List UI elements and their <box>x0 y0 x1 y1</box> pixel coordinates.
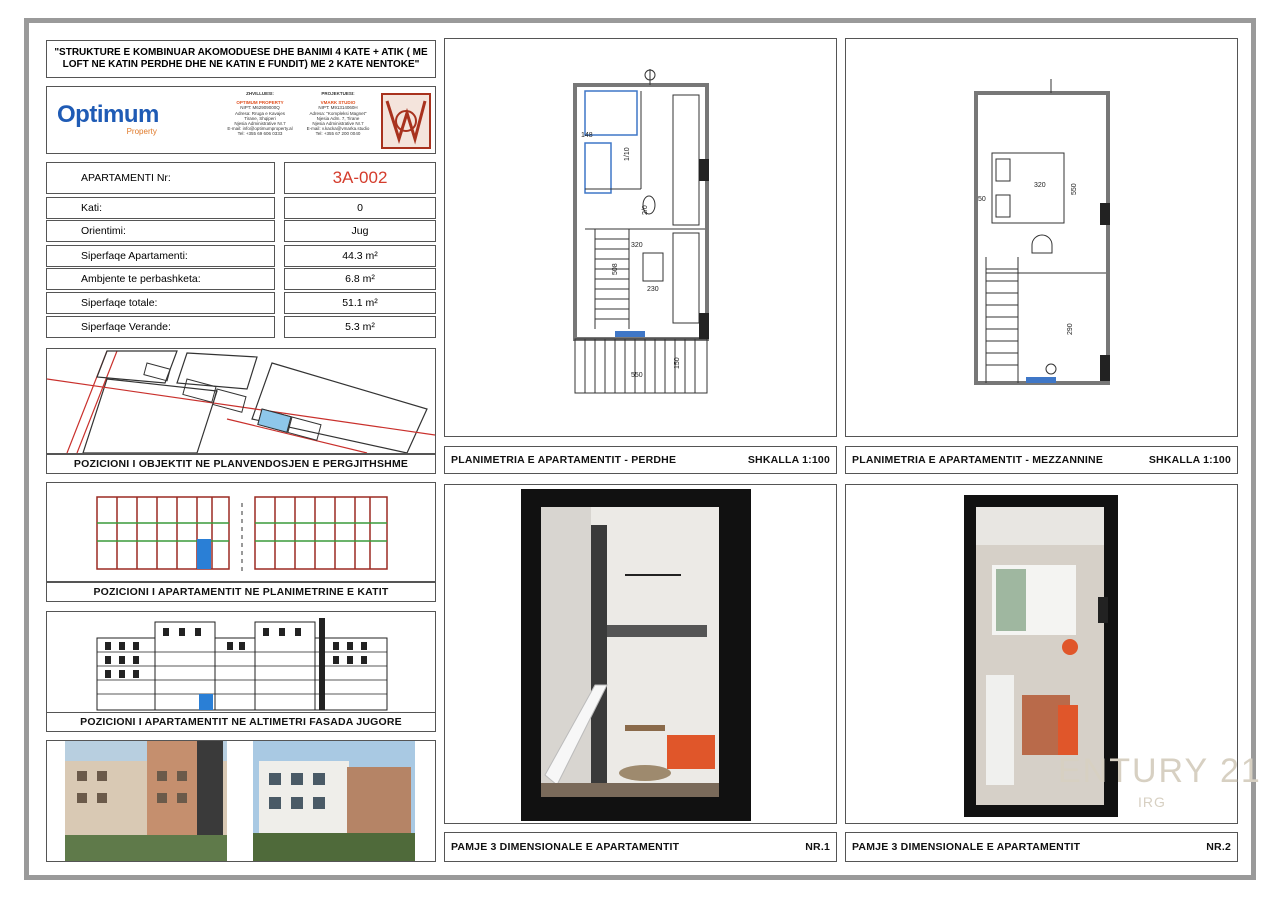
svg-text:320: 320 <box>631 242 643 249</box>
facade-drawing <box>46 611 436 713</box>
view2-caption <box>845 832 1238 862</box>
apartment-number: 3A-002 <box>284 162 436 194</box>
site-plan-drawing <box>46 348 436 454</box>
info-row <box>46 245 436 267</box>
svg-text:508: 508 <box>612 263 619 275</box>
plan2-title: PLANIMETRIA E APARTAMENTIT - MEZZANNINE <box>852 454 1104 466</box>
facade-caption: POZICIONI I APARTAMENTIT NE ALTIMETRI FASADA JUGORE <box>46 712 436 732</box>
view2-number: NR.2 <box>1206 841 1231 853</box>
floor-caption: POZICIONI I APARTAMENTIT NE PLANIMETRINE E KATIT <box>46 582 436 602</box>
info-row <box>46 316 436 338</box>
svg-text:150: 150 <box>674 357 681 369</box>
render-view-1 <box>444 484 837 824</box>
watermark-sub: IRG <box>1138 794 1166 810</box>
designer-info: PROJEKTUESI: VMARK STUDIO NIPT: M91314060H Adresa: "Kompleksi Magnet" Njesia Adm. 7, Tirane Njesia Administrative Nr.7 E-mail: v.kacka@vmarka.studio Tel: +355 67 200 0040 <box>306 91 370 137</box>
building-renders <box>46 740 436 862</box>
info-value: 44.3 m² <box>284 245 436 267</box>
info-label: Orientimi: <box>46 220 275 242</box>
info-label: APARTAMENTI Nr: <box>46 162 275 194</box>
info-row <box>46 268 436 290</box>
ground-floor-plan <box>444 38 837 437</box>
info-label: Siperfaqe Apartamenti: <box>46 245 275 267</box>
svg-text:320: 320 <box>1034 182 1046 189</box>
plan1-caption <box>444 446 837 474</box>
developer-info: ZHVILLUESI: OPTIMUM PROPERTY NIPT: M62909000Q Adresa: Rruga e Kavajes Tirane, Shqiperi Njesia Administrative Nr.7 E-mail: info@optimumproperty.al Tel: +355 69 606 0333 <box>227 91 293 137</box>
info-value: 6.8 m² <box>284 268 436 290</box>
svg-text:50: 50 <box>978 196 986 203</box>
mezzanine-plan <box>845 38 1238 437</box>
info-row <box>46 220 436 242</box>
svg-text:290: 290 <box>1067 323 1074 335</box>
info-value: 5.3 m² <box>284 316 436 338</box>
svg-text:550: 550 <box>631 372 643 379</box>
plan2-caption <box>845 446 1238 474</box>
watermark-brand: ENTURY 21 <box>1058 752 1262 790</box>
svg-text:550: 550 <box>1071 183 1078 195</box>
logo-panel <box>46 86 436 154</box>
info-row-apartment <box>46 162 436 194</box>
vmark-logo-icon <box>381 93 431 149</box>
view1-caption <box>444 832 837 862</box>
svg-text:148: 148 <box>581 132 593 139</box>
plan2-scale: SHKALLA 1:100 <box>1148 454 1231 466</box>
info-row <box>46 292 436 314</box>
plan1-title: PLANIMETRIA E APARTAMENTIT - PERDHE <box>451 454 677 466</box>
plan1-scale: SHKALLA 1:100 <box>747 454 830 466</box>
info-value: 51.1 m² <box>284 292 436 314</box>
info-row <box>46 197 436 219</box>
view1-title: PAMJE 3 DIMENSIONALE E APARTAMENTIT <box>451 841 680 853</box>
svg-text:230: 230 <box>647 286 659 293</box>
view1-number: NR.1 <box>805 841 830 853</box>
info-label: Siperfaqe Verande: <box>46 316 275 338</box>
site-caption: POZICIONI I OBJEKTIT NE PLANVENDOSJEN E PERGJITHSHME <box>46 454 436 474</box>
info-value: Jug <box>284 220 436 242</box>
info-value: 0 <box>284 197 436 219</box>
svg-text:2/0: 2/0 <box>642 205 649 215</box>
project-title: "STRUKTURE E KOMBINUAR AKOMODUESE DHE BANIMI 4 KATE + ATIK ( ME LOFT NE KATIN PERDHE DHE NE KATIN E FUNDIT) ME 2 KATE NENTOKE" <box>46 40 436 78</box>
info-label: Siperfaqe totale: <box>46 292 275 314</box>
info-label: Kati: <box>46 197 275 219</box>
view2-title: PAMJE 3 DIMENSIONALE E APARTAMENTIT <box>852 841 1081 853</box>
info-label: Ambjente te perbashketa: <box>46 268 275 290</box>
floor-position-drawing <box>46 482 436 582</box>
optimum-logo: Optimum Property <box>57 101 159 136</box>
svg-text:1/10: 1/10 <box>624 147 631 161</box>
